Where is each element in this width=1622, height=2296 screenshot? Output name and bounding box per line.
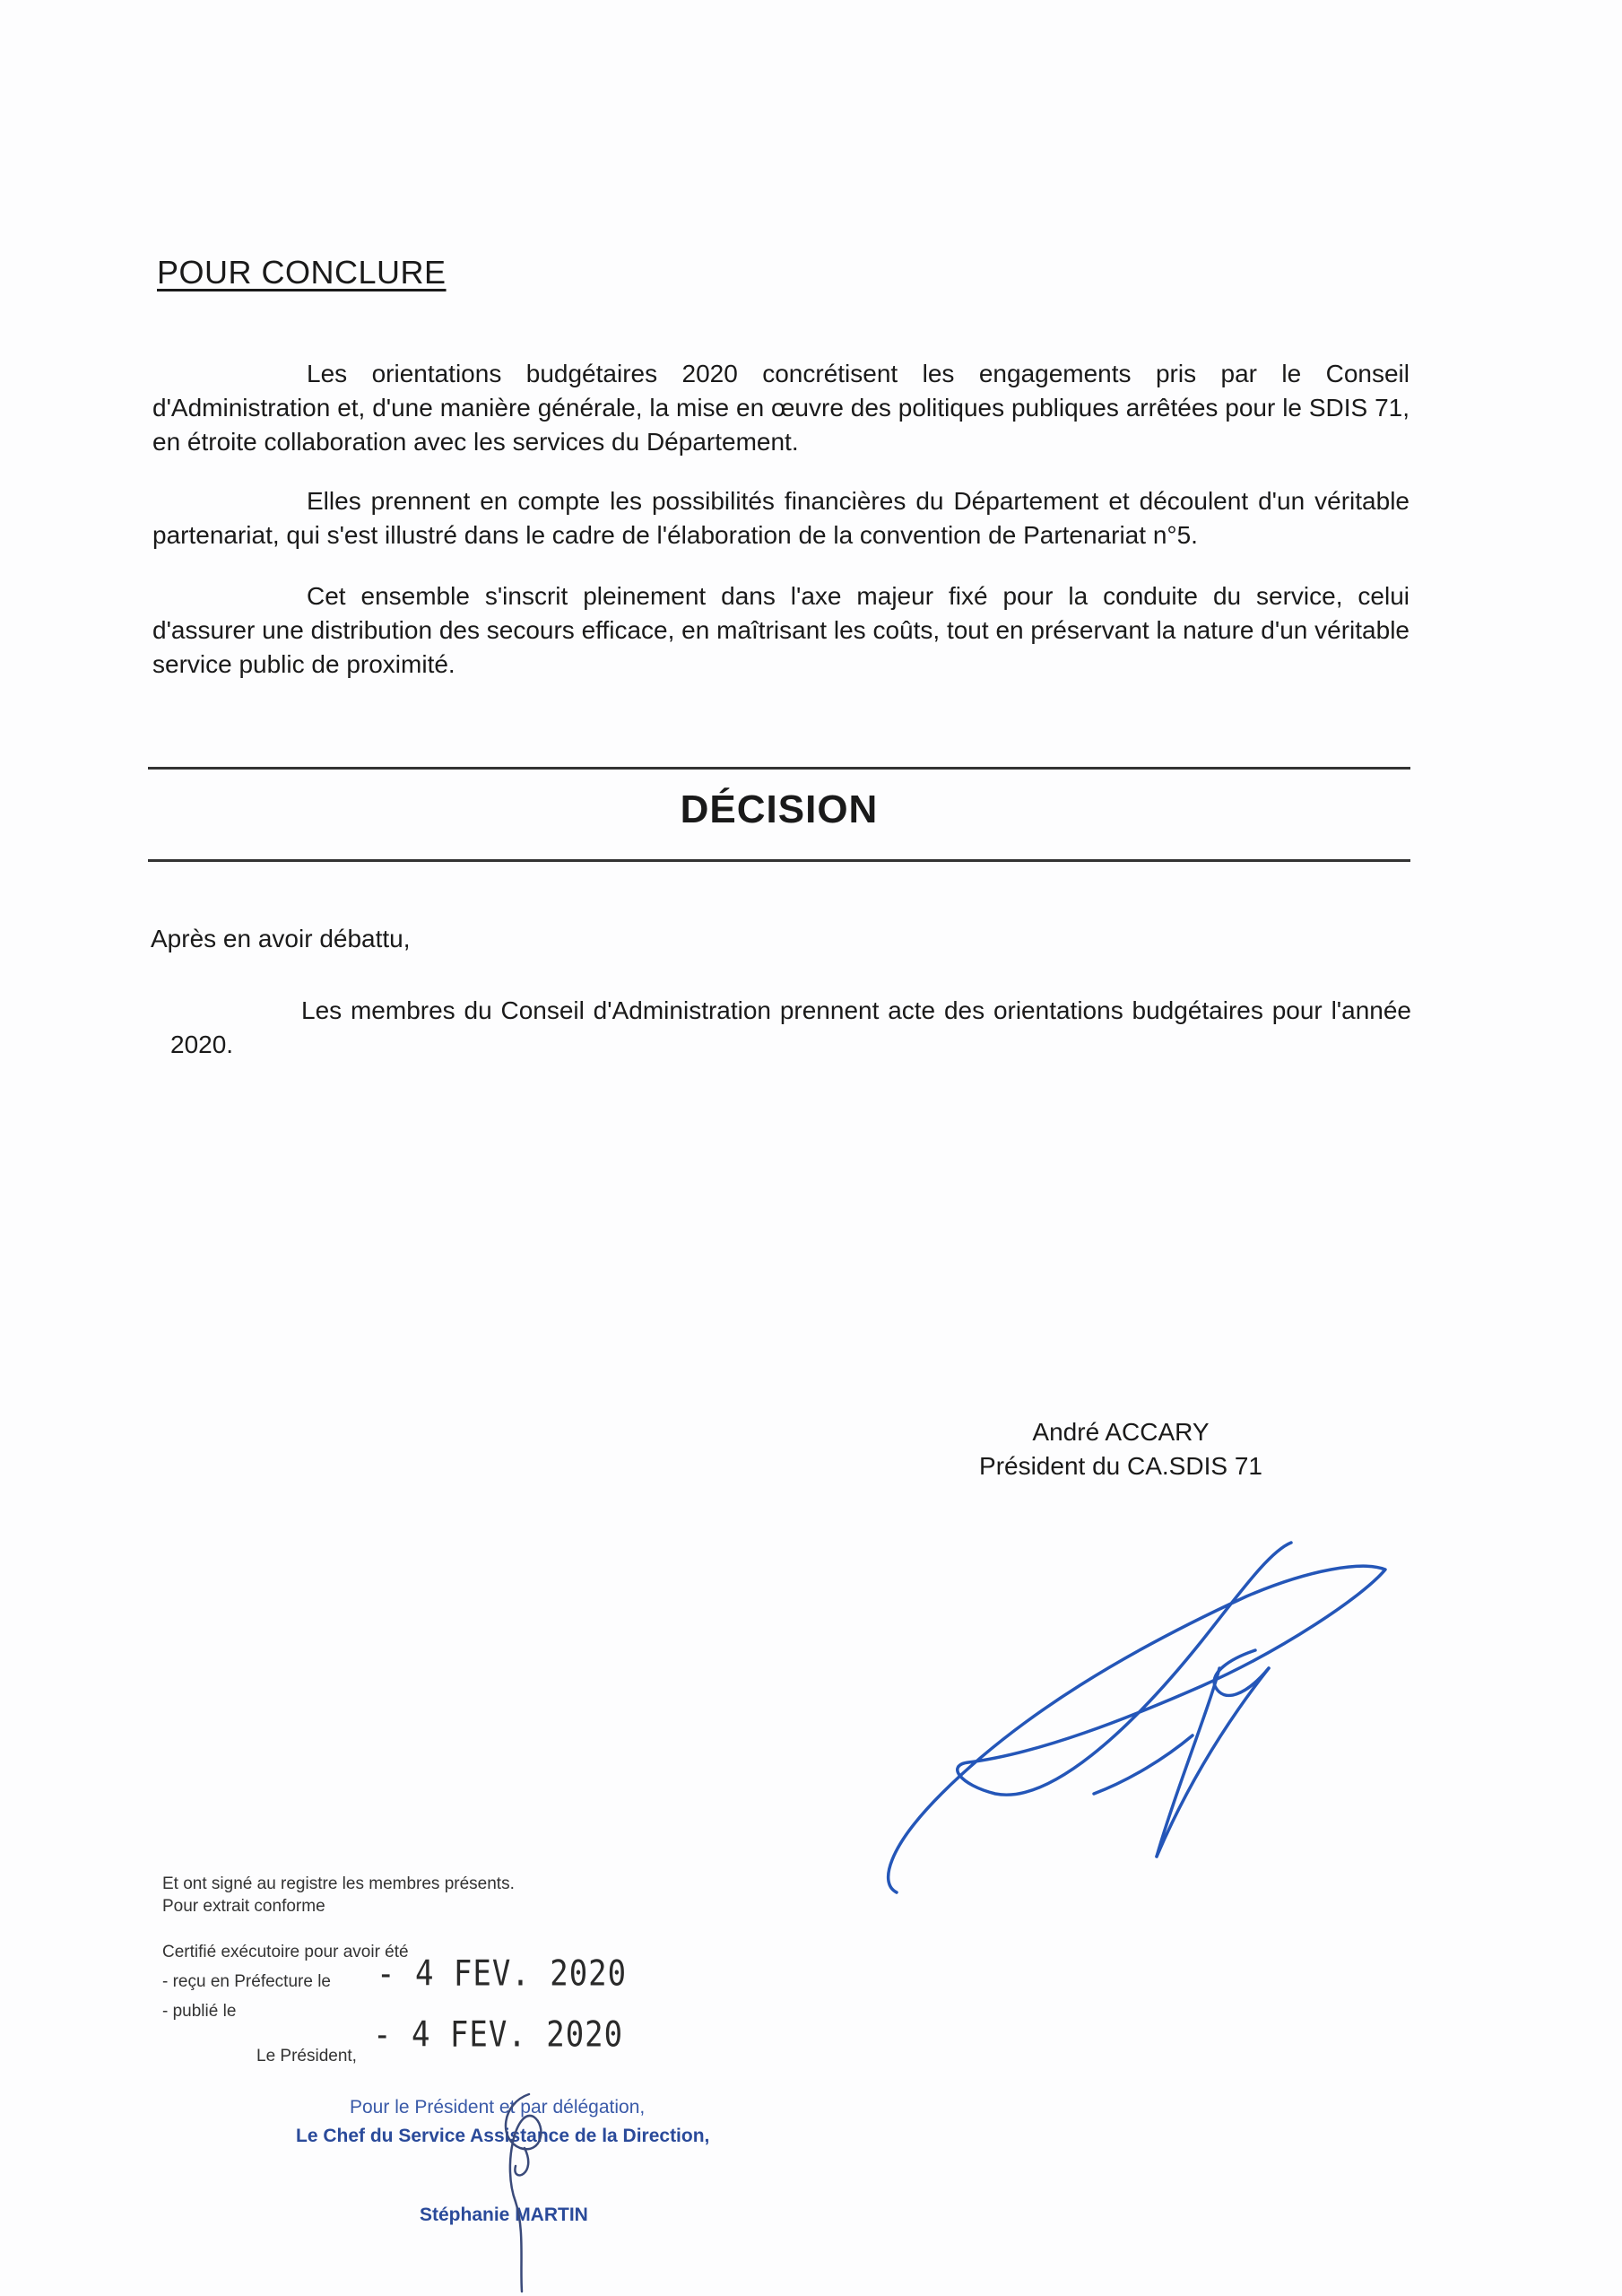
signatory-block bbox=[932, 1415, 1309, 1483]
signatory-name: André ACCARY bbox=[1032, 1418, 1210, 1446]
footer-received: - reçu en Préfecture le bbox=[162, 1972, 331, 1991]
published-date-stamp: - 4 FEV. 2020 bbox=[373, 2014, 624, 2056]
divider-top bbox=[148, 767, 1410, 770]
paragraph-text: Elles prennent en compte les possibilités financières du Département et découlent d'un véritable partenariat, qui s'est illustré dans le cadre de l'élaboration de la convention de Partenariat n°5. bbox=[152, 487, 1409, 549]
stamp-name: Stéphanie MARTIN bbox=[420, 2205, 588, 2225]
signatory-role: Président du CA.SDIS 71 bbox=[979, 1452, 1262, 1480]
decision-text-block bbox=[170, 994, 1411, 1062]
section-title-decision: DÉCISION bbox=[680, 787, 879, 831]
delegate-signature bbox=[484, 2085, 556, 2296]
stamp-line-1: Pour le Président et par délégation, bbox=[350, 2097, 646, 2118]
decision-intro: Après en avoir débattu, bbox=[151, 925, 411, 952]
footer-signed-line2: Pour extrait conforme bbox=[162, 1897, 325, 1916]
decision-text: Les membres du Conseil d'Administration prennent acte des orientations budgétaires pour l'année 2020. bbox=[170, 996, 1411, 1058]
conclusion-paragraph-3 bbox=[152, 579, 1409, 682]
conclusion-paragraph-2 bbox=[152, 484, 1409, 552]
footer-certified: Certifié exécutoire pour avoir été bbox=[162, 1943, 409, 1961]
footer-president: Le Président, bbox=[256, 2047, 357, 2066]
handwritten-signature bbox=[861, 1525, 1399, 1901]
footer-signed-line1: Et ont signé au registre les membres présents. bbox=[162, 1874, 515, 1893]
received-date-stamp: - 4 FEV. 2020 bbox=[377, 1953, 628, 1995]
divider-bottom bbox=[148, 859, 1410, 862]
section-title-conclusion: POUR CONCLURE bbox=[157, 254, 447, 291]
stamp-line-2: Le Chef du Service Assistance de la Direction, bbox=[296, 2126, 710, 2146]
paragraph-text: Les orientations budgétaires 2020 concrétisent les engagements pris par le Conseil d'Administration et, d'une manière générale, la mise en œuvre des politiques publiques arrêtées pour le SDIS 71, en étroite collaboration avec les services du Département. bbox=[152, 360, 1409, 456]
conclusion-paragraph-1 bbox=[152, 357, 1409, 459]
footer-published: - publié le bbox=[162, 2002, 237, 2021]
paragraph-text: Cet ensemble s'inscrit pleinement dans l'axe majeur fixé pour la conduite du service, celui d'assurer une distribution des secours efficace, en maîtrisant les coûts, tout en préservant la nature d'un véritable service public de proximité. bbox=[152, 582, 1409, 678]
